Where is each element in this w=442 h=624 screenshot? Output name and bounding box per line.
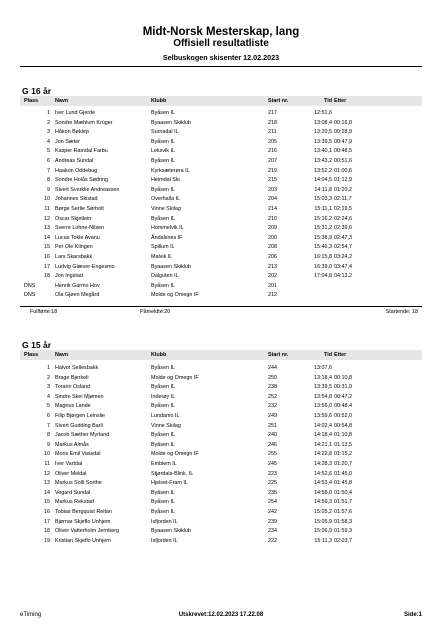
- col-navn: Markus Rekstad: [55, 499, 94, 506]
- col-navn: Bjørnar Skjeflo Unhjem: [55, 518, 111, 525]
- table-row: [20, 252, 422, 262]
- header-col-etter: Etter: [334, 352, 347, 358]
- header-col-plass: Plass: [24, 352, 39, 358]
- col-klubb: Overhalla IL: [151, 196, 181, 203]
- table-row: [20, 382, 422, 392]
- col-klubb: Byåsen IL: [151, 110, 175, 116]
- col-navn: Brage Bjerkeli: [55, 374, 89, 381]
- table-row: [20, 526, 422, 536]
- page-title: Midt-Norsk Mesterskap, lang: [142, 26, 300, 38]
- table-row: [20, 242, 422, 252]
- col-tid: 13:54,8: [314, 393, 332, 400]
- col-navn: Sondre Holås Sødring: [55, 177, 109, 184]
- table-row: [20, 517, 422, 527]
- col-startnr: 234: [268, 528, 277, 535]
- col-plass: 2: [47, 374, 50, 381]
- table-row: [20, 233, 422, 243]
- col-etter: 02:19,5: [334, 206, 352, 212]
- col-navn: Oscar Skjetlein: [55, 215, 92, 222]
- col-plass: 6: [47, 158, 50, 164]
- summary-startende: Startende: 18: [385, 309, 418, 315]
- col-plass: 18: [44, 273, 50, 280]
- col-startnr: 225: [268, 480, 277, 487]
- table-row: [20, 127, 422, 137]
- col-plass: 13: [44, 225, 50, 232]
- table-row: [20, 194, 422, 204]
- col-startnr: 222: [268, 537, 277, 544]
- col-navn: Iver Lund Gjerde: [55, 110, 96, 116]
- col-tid: 13:39,5: [314, 138, 332, 145]
- col-startnr: 251: [268, 422, 277, 429]
- table-row: [20, 262, 422, 272]
- header-divider: [20, 66, 422, 67]
- col-etter: 02:39,6: [334, 225, 352, 232]
- col-plass: 11: [44, 461, 50, 467]
- col-klubb: Byåsen IL: [151, 432, 175, 439]
- col-etter: 01:00,6: [334, 167, 352, 174]
- col-startnr: 217: [268, 110, 277, 116]
- col-etter: 01:51,7: [334, 499, 352, 506]
- col-etter: 03:47,4: [334, 263, 352, 270]
- col-etter: 00:47,9: [334, 138, 352, 145]
- col-plass: 18: [44, 528, 50, 535]
- col-plass: 16: [44, 254, 50, 260]
- col-klubb: Byaasen Skiklub: [151, 119, 191, 126]
- col-startnr: 219: [268, 167, 277, 174]
- table-row: [20, 214, 422, 224]
- col-klubb: Byaasen Skiklub: [151, 263, 191, 270]
- header-col-startnr: Start nr.: [268, 98, 289, 104]
- col-tid: 15:03,3: [314, 196, 332, 203]
- header-col-navn: Navn: [55, 352, 69, 358]
- col-klubb: Kyrksæterøra IL: [151, 167, 190, 174]
- col-navn: Lars Skarsbakk: [55, 254, 93, 260]
- table-row: [20, 488, 422, 498]
- table-row: [20, 363, 422, 373]
- col-startnr: 212: [268, 292, 277, 299]
- col-tid: 15:11,3: [314, 537, 332, 544]
- col-klubb: Åndalsnes IF: [151, 234, 183, 241]
- col-klubb: Byåsen IL: [151, 499, 175, 506]
- col-navn: Sindre Skei Mjømen: [55, 393, 104, 400]
- col-startnr: 238: [268, 384, 277, 391]
- table-row: [20, 440, 422, 450]
- col-startnr: 216: [268, 148, 277, 155]
- col-etter: 00:51,6: [334, 158, 352, 164]
- col-klubb: Molde og Omegn IF: [151, 451, 199, 458]
- col-klubb: Surnadal IL: [151, 129, 179, 136]
- col-navn: Filip Bjørgen Leinslie: [55, 413, 106, 419]
- col-startnr: 232: [268, 403, 277, 410]
- col-tid: 15:46,3: [314, 244, 332, 251]
- table-row: [20, 469, 422, 479]
- col-tid: 15:05,9: [314, 518, 332, 525]
- section-title: G 16 år: [22, 86, 52, 96]
- header-col-klubb: Klubb: [151, 352, 167, 358]
- col-startnr: 249: [268, 413, 277, 419]
- col-klubb: Heimdal Ski: [151, 177, 180, 184]
- col-tid: 14:11,8: [314, 186, 332, 193]
- col-plass: 14: [44, 489, 50, 496]
- col-tid: 14:52,6: [314, 470, 332, 477]
- col-startnr: 214: [268, 206, 277, 212]
- col-navn: Halvor Sellesbakk: [55, 365, 99, 371]
- col-navn: Markus Almås: [55, 441, 89, 448]
- col-tid: 15:06,9: [314, 528, 332, 535]
- col-startnr: 239: [268, 518, 277, 525]
- col-plass: 14: [44, 234, 50, 241]
- col-tid: 14:21,1: [314, 441, 332, 448]
- col-startnr: 207: [268, 158, 277, 164]
- col-navn: Haakon Oddebug: [55, 167, 98, 174]
- col-tid: 14:18,4: [314, 432, 332, 439]
- table-row: [20, 223, 422, 233]
- col-etter: 01:13,5: [334, 441, 352, 448]
- col-tid: 13:40,1: [314, 148, 332, 155]
- header-col-tid: Tid: [324, 352, 332, 358]
- table-row: [20, 156, 422, 166]
- col-plass: 4: [47, 138, 50, 145]
- col-plass: 10: [44, 196, 50, 203]
- col-startnr: 204: [268, 196, 277, 203]
- col-tid: 14:53,4: [314, 480, 332, 487]
- col-klubb: Malvik IL: [151, 254, 173, 260]
- col-navn: Sondre Mæhlum Krüger: [55, 119, 113, 126]
- col-klubb: Leksvik IL: [151, 148, 175, 155]
- col-navn: Torarin Osland: [55, 384, 91, 391]
- col-klubb: Inderøy IL: [151, 393, 176, 400]
- col-etter: 01:45,0: [334, 470, 352, 477]
- col-etter: 02:54,7: [334, 244, 352, 251]
- col-etter: 01:12,9: [334, 177, 352, 184]
- col-startnr: 201: [268, 282, 277, 289]
- col-etter: 02:47,3: [334, 234, 352, 241]
- col-tid: 14:59,3: [314, 499, 332, 506]
- col-navn: Håkon Bøklep: [55, 129, 89, 136]
- col-klubb: Byåsen IL: [151, 138, 175, 145]
- col-klubb: Byaasen Skiklub: [151, 528, 191, 535]
- col-startnr: 200: [268, 234, 277, 241]
- col-tid: 14:04,5: [314, 177, 332, 184]
- col-startnr: 208: [268, 244, 277, 251]
- col-klubb: Hjelset-Fram IL: [151, 480, 188, 487]
- col-startnr: 255: [268, 451, 277, 458]
- table-row: [20, 166, 422, 176]
- table-row: [20, 536, 422, 546]
- col-etter: 00:28,9: [334, 129, 352, 136]
- col-klubb: Stjørdals-Blink, IL: [151, 470, 194, 477]
- col-navn: Jon Ingstad: [55, 273, 83, 280]
- col-navn: Kasper Ramdal Farbu: [55, 148, 108, 155]
- col-etter: 02:03,7: [334, 537, 352, 544]
- col-plass: 7: [47, 422, 50, 429]
- col-startnr: 240: [268, 432, 277, 439]
- col-plass: DNS: [24, 292, 36, 299]
- col-etter: 01:59,3: [334, 528, 352, 535]
- table-row: [20, 271, 422, 281]
- col-startnr: 254: [268, 499, 277, 506]
- col-klubb: Byåsen IL: [151, 215, 175, 222]
- col-tid: 14:02,4: [314, 422, 332, 429]
- header-col-navn: Navn: [55, 98, 69, 104]
- col-plass: 10: [44, 451, 50, 458]
- table-row: [20, 290, 422, 300]
- col-navn: Andreas Sundal: [55, 158, 94, 164]
- col-etter: 02:11,7: [334, 196, 352, 203]
- header-col-klubb: Klubb: [151, 98, 167, 104]
- table-row: [20, 507, 422, 517]
- col-tid: 14:22,8: [314, 451, 332, 458]
- col-klubb: Lundamo IL: [151, 413, 180, 419]
- col-tid: 13:59,6: [314, 413, 332, 419]
- col-startnr: 211: [268, 129, 277, 136]
- col-tid: 15:11,1: [314, 206, 332, 212]
- col-navn: Ola Gjøen Megård: [55, 292, 100, 299]
- header-col-etter: Etter: [334, 98, 347, 104]
- section-summary: [20, 306, 422, 317]
- col-navn: Kristian Skjeflo Unhjem: [55, 537, 111, 544]
- col-tid: 15:31,2: [314, 225, 332, 232]
- table-row: [20, 411, 422, 421]
- col-startnr: 250: [268, 374, 277, 381]
- table-row: [20, 373, 422, 383]
- table-row: [20, 401, 422, 411]
- table-row: [20, 392, 422, 402]
- col-etter: 03:24,2: [334, 254, 352, 260]
- col-klubb: Byåsen IL: [151, 509, 175, 515]
- table-row: [20, 204, 422, 214]
- col-startnr: 205: [268, 138, 277, 145]
- col-navn: Oliver Meldal: [55, 470, 87, 477]
- col-navn: Oliver Vatterholm Jernberg: [55, 528, 120, 535]
- col-klubb: Byåsen IL: [151, 441, 175, 448]
- col-navn: Ludvig Giæver-Engesmo: [55, 263, 115, 270]
- col-klubb: Byåsen IL: [151, 489, 175, 496]
- col-etter: 04:13,2: [334, 273, 352, 280]
- col-tid: 14:58,0: [314, 489, 332, 496]
- footer-brand: eTiming: [20, 612, 42, 618]
- col-etter: 00:52,0: [334, 413, 352, 419]
- col-plass: 17: [44, 263, 50, 270]
- col-navn: Tobias Bergquist Reitan: [55, 509, 112, 515]
- col-klubb: Molde og Omegn IF: [151, 292, 199, 299]
- col-etter: 01:15,2: [334, 451, 352, 458]
- col-plass: 4: [47, 393, 50, 400]
- col-startnr: 209: [268, 225, 277, 232]
- col-etter: 01:10,8: [334, 432, 352, 439]
- table-row: [20, 497, 422, 507]
- col-plass: 19: [44, 537, 50, 544]
- col-startnr: 242: [268, 509, 277, 515]
- col-etter: 00:10,8: [334, 374, 352, 381]
- col-plass: 5: [47, 148, 50, 155]
- col-navn: Jacob Sæther Myrland: [55, 432, 110, 439]
- table-row: [20, 175, 422, 185]
- header-col-plass: Plass: [24, 98, 39, 104]
- col-navn: Sivert Gudding Barli: [55, 422, 103, 429]
- col-plass: 9: [47, 441, 50, 448]
- col-klubb: Emblem IL: [151, 461, 177, 467]
- col-tid: 13:07,6: [314, 365, 332, 371]
- summary-pameldte: Påmeldte:20: [140, 309, 171, 315]
- col-tid: 15:05,2: [314, 509, 332, 515]
- col-plass: 3: [47, 129, 50, 136]
- col-plass: 7: [47, 167, 50, 174]
- section-title: G 15 år: [22, 340, 52, 350]
- col-navn: Børge Serlie Sørholt: [55, 206, 104, 212]
- col-tid: 17:04,8: [314, 273, 332, 280]
- col-startnr: 223: [268, 470, 277, 477]
- col-etter: 01:20,2: [334, 186, 352, 193]
- table-row: [20, 137, 422, 147]
- col-tid: 13:18,4: [314, 374, 332, 381]
- col-startnr: 206: [268, 254, 277, 260]
- col-plass: 16: [44, 509, 50, 515]
- col-tid: 16:15,8: [314, 254, 332, 260]
- col-navn: Sivert Sverklie Andreassen: [55, 186, 120, 193]
- col-etter: 01:58,3: [334, 518, 352, 525]
- col-klubb: Vinne Skilag: [151, 422, 181, 429]
- col-etter: 01:57,6: [334, 509, 352, 515]
- table-row: [20, 449, 422, 459]
- col-plass: 1: [47, 365, 50, 371]
- col-tid: 13:20,5: [314, 129, 332, 136]
- col-tid: 13:52,2: [314, 167, 332, 174]
- col-klubb: Isfjorden IL: [151, 537, 178, 544]
- col-plass: 9: [47, 186, 50, 193]
- col-navn: Jon Sæter: [55, 138, 80, 145]
- table-row: [20, 146, 422, 156]
- col-tid: 13:08,4: [314, 119, 332, 126]
- col-tid: 12:51,6: [314, 110, 332, 116]
- col-startnr: 215: [268, 177, 277, 184]
- table-row: [20, 459, 422, 469]
- col-startnr: 203: [268, 186, 277, 193]
- col-klubb: Dalguten IL: [151, 273, 179, 280]
- col-klubb: Hommelvik IL: [151, 225, 184, 232]
- table-row: [20, 118, 422, 128]
- header-col-tid: Tid: [324, 98, 332, 104]
- summary-fullforte: Fullførte:18: [30, 309, 58, 315]
- col-startnr: 252: [268, 393, 277, 400]
- col-klubb: Byåsen IL: [151, 365, 175, 371]
- col-navn: Iver Vartdal: [55, 461, 83, 467]
- col-startnr: 245: [268, 461, 277, 467]
- col-navn: Vegard Sundal: [55, 489, 91, 496]
- col-klubb: Byåsen IL: [151, 186, 175, 193]
- col-klubb: Molde og Omegn IF: [151, 374, 199, 381]
- col-etter: 00:54,8: [334, 422, 352, 429]
- col-navn: Sverre Lohne-Nilsen: [55, 225, 105, 232]
- col-navn: Markus Solli Sorthe: [55, 480, 102, 487]
- col-klubb: Vinne Skilag: [151, 206, 181, 212]
- table-row: [20, 430, 422, 440]
- col-klubb: Byåsen IL: [151, 158, 175, 164]
- col-klubb: Isfjorden IL: [151, 518, 178, 525]
- col-plass: 11: [44, 206, 50, 212]
- col-etter: 02:24,6: [334, 215, 352, 222]
- table-row: [20, 281, 422, 291]
- col-etter: 00:31,9: [334, 384, 352, 391]
- col-navn: Lucas Tokle Avanu: [55, 234, 100, 241]
- col-startnr: 213: [268, 263, 277, 270]
- col-plass: 13: [44, 480, 50, 487]
- col-plass: 8: [47, 177, 50, 184]
- col-navn: Magnus Lande: [55, 403, 91, 410]
- col-etter: 00:48,4: [334, 403, 352, 410]
- table-row: [20, 185, 422, 195]
- col-plass: 1: [47, 110, 50, 116]
- col-tid: 16:39,0: [314, 263, 332, 270]
- col-startnr: 235: [268, 489, 277, 496]
- col-startnr: 218: [268, 119, 277, 126]
- column-header-row: [20, 350, 422, 360]
- table-row: [20, 108, 422, 118]
- footer-page: Side:1: [403, 612, 422, 618]
- column-header-row: [20, 96, 422, 106]
- col-etter: 00:16,8: [334, 119, 352, 126]
- col-plass: 2: [47, 119, 50, 126]
- col-klubb: Spillum IL: [151, 244, 175, 251]
- col-plass: DNS: [24, 282, 36, 289]
- col-plass: 3: [47, 384, 50, 391]
- col-plass: 15: [44, 499, 50, 506]
- col-plass: 12: [44, 215, 50, 222]
- col-tid: 13:56,0: [314, 403, 332, 410]
- col-tid: 15:16,2: [314, 215, 332, 222]
- col-tid: 14:28,3: [314, 461, 332, 467]
- col-plass: 15: [44, 244, 50, 251]
- col-plass: 8: [47, 432, 50, 439]
- col-klubb: Byåsen IL: [151, 282, 175, 289]
- col-etter: 01:20,7: [334, 461, 352, 467]
- col-plass: 12: [44, 470, 50, 477]
- col-startnr: 246: [268, 441, 277, 448]
- table-row: [20, 421, 422, 431]
- col-etter: 01:45,8: [334, 480, 352, 487]
- col-klubb: Byåsen IL: [151, 384, 175, 391]
- col-tid: 13:39,5: [314, 384, 332, 391]
- col-startnr: 202: [268, 273, 277, 280]
- col-startnr: 244: [268, 365, 277, 371]
- col-plass: 17: [44, 518, 50, 525]
- table-row: [20, 478, 422, 488]
- col-plass: 6: [47, 413, 50, 419]
- col-navn: Johannes Skistad: [55, 196, 98, 203]
- venue-date: Selbuskogen skisenter 12.02.2023: [162, 53, 280, 62]
- col-navn: Mons Emil Vassdal: [55, 451, 101, 458]
- col-etter: 00:48,5: [334, 148, 352, 155]
- col-navn: Henrik Garmo Hov: [55, 282, 100, 289]
- col-klubb: Byåsen IL: [151, 403, 175, 410]
- col-tid: 13:43,2: [314, 158, 332, 164]
- footer-printed: Utskrevet:12.02.2023 17.22.08: [178, 612, 264, 618]
- header-col-startnr: Start nr.: [268, 352, 289, 358]
- col-etter: 01:50,4: [334, 489, 352, 496]
- col-startnr: 210: [268, 215, 277, 222]
- page-subtitle: Offisiell resultatliste: [173, 38, 269, 49]
- col-plass: 5: [47, 403, 50, 410]
- col-etter: 00:47,2: [334, 393, 352, 400]
- col-navn: Per Ole Klingen: [55, 244, 93, 251]
- col-tid: 15:38,9: [314, 234, 332, 241]
